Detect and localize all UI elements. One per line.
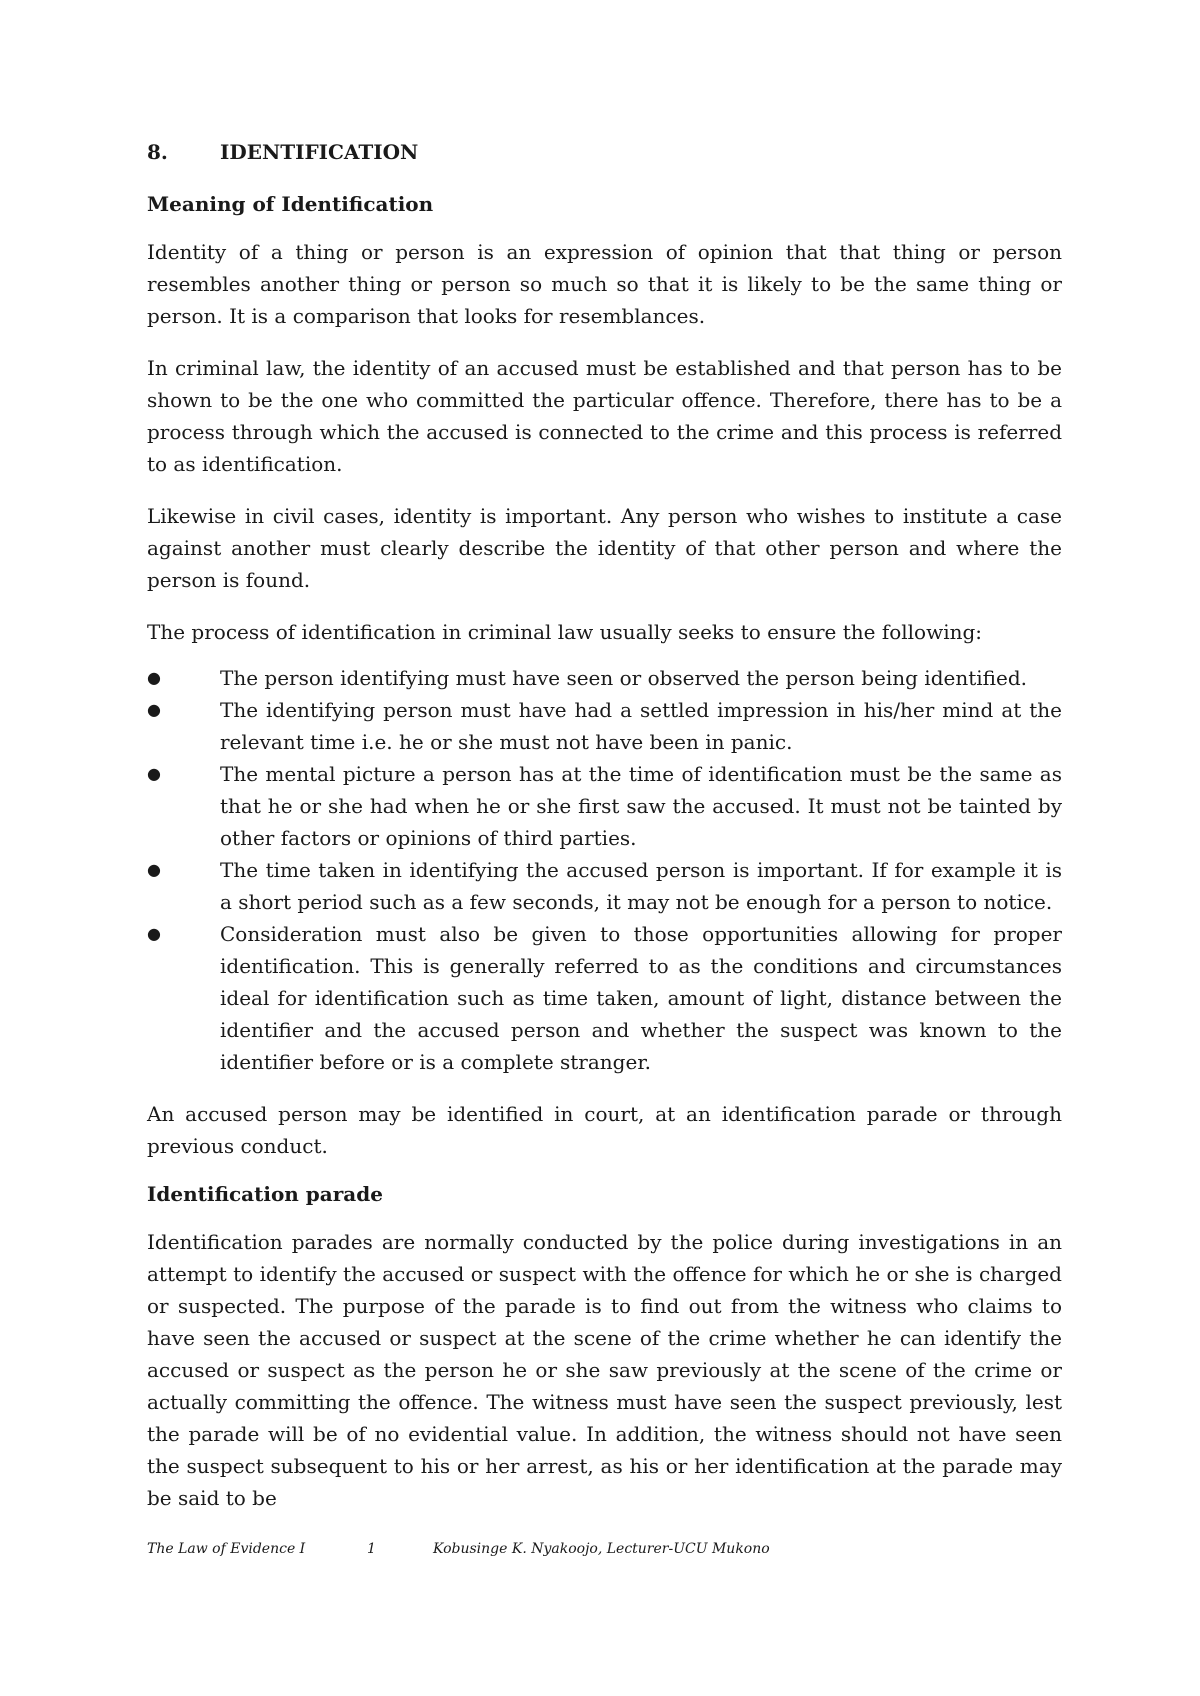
list-item-text: The time taken in identifying the accused person is important. If for example it is a short period such as a few seconds, it may not be enough for a person to notice. <box>220 858 1062 914</box>
bullet-icon: ● <box>147 860 161 879</box>
bullet-icon: ● <box>147 924 161 943</box>
document-page <box>147 140 1062 1534</box>
list-item <box>147 758 1062 854</box>
list-item-text: Consideration must also be given to those opportunities allowing for proper identification. This is generally referred to as the conditions and circumstances ideal for identification such as time taken, amount of light, distance between the identifier and the accused person and whether the suspect was known to the identifier before or is a complete stranger. <box>220 922 1062 1074</box>
list-item <box>147 662 1062 694</box>
paragraph: The process of identification in criminal law usually seeks to ensure the following: <box>147 620 983 644</box>
list-item-text: The mental picture a person has at the time of identification must be the same as that he or she had when he or she first saw the accused. It must not be tainted by other factors or opinions of third parties. <box>220 762 1062 850</box>
section-heading-parade: Identification parade <box>147 1182 383 1206</box>
paragraph: Identity of a thing or person is an expression of opinion that that thing or person resembles another thing or person so much so that it is likely to be the same thing or person. It is a comparison that looks for resemblances. <box>147 240 1062 328</box>
footer-course: The Law of Evidence I <box>147 1541 306 1557</box>
footer-page-number: 1 <box>367 1541 376 1557</box>
chapter-title: IDENTIFICATION <box>220 140 419 164</box>
requirements-list <box>147 662 1062 1078</box>
bullet-icon: ● <box>147 668 161 687</box>
footer-author: Kobusinge K. Nyakoojo, Lecturer-UCU Mukono <box>433 1541 770 1557</box>
page-footer <box>147 1541 770 1557</box>
section-heading-meaning: Meaning of Identification <box>147 192 434 216</box>
chapter-number: 8. <box>147 140 168 164</box>
bullet-icon: ● <box>147 764 161 783</box>
paragraph: Likewise in civil cases, identity is important. Any person who wishes to institute a case against another must clearly describe the identity of that other person and where the person is found. <box>147 504 1062 592</box>
list-item-text: The person identifying must have seen or observed the person being identified. <box>220 666 1027 690</box>
list-item <box>147 918 1062 1078</box>
paragraph: An accused person may be identified in court, at an identification parade or through previous conduct. <box>147 1102 1062 1158</box>
list-item <box>147 854 1062 918</box>
paragraph: Identification parades are normally conducted by the police during investigations in an attempt to identify the accused or suspect with the offence for which he or she is charged or suspected. The purpose of the parade is to find out from the witness who claims to have seen the accused or suspect at the scene of the crime whether he can identify the accused or suspect as the person he or she saw previously at the scene of the crime or actually committing the offence. The witness must have seen the suspect previously, lest the parade will be of no evidential value. In addition, the witness should not have seen the suspect subsequent to his or her arrest, as his or her identification at the parade may be said to be <box>147 1230 1062 1510</box>
list-item <box>147 694 1062 758</box>
list-item-text: The identifying person must have had a settled impression in his/her mind at the relevant time i.e. he or she must not have been in panic. <box>220 698 1062 754</box>
chapter-heading <box>147 140 1062 164</box>
bullet-icon: ● <box>147 700 161 719</box>
paragraph: In criminal law, the identity of an accused must be established and that person has to be shown to be the one who committed the particular offence. Therefore, there has to be a process through which the accused is connected to the crime and this process is referred to as identification. <box>147 356 1062 476</box>
